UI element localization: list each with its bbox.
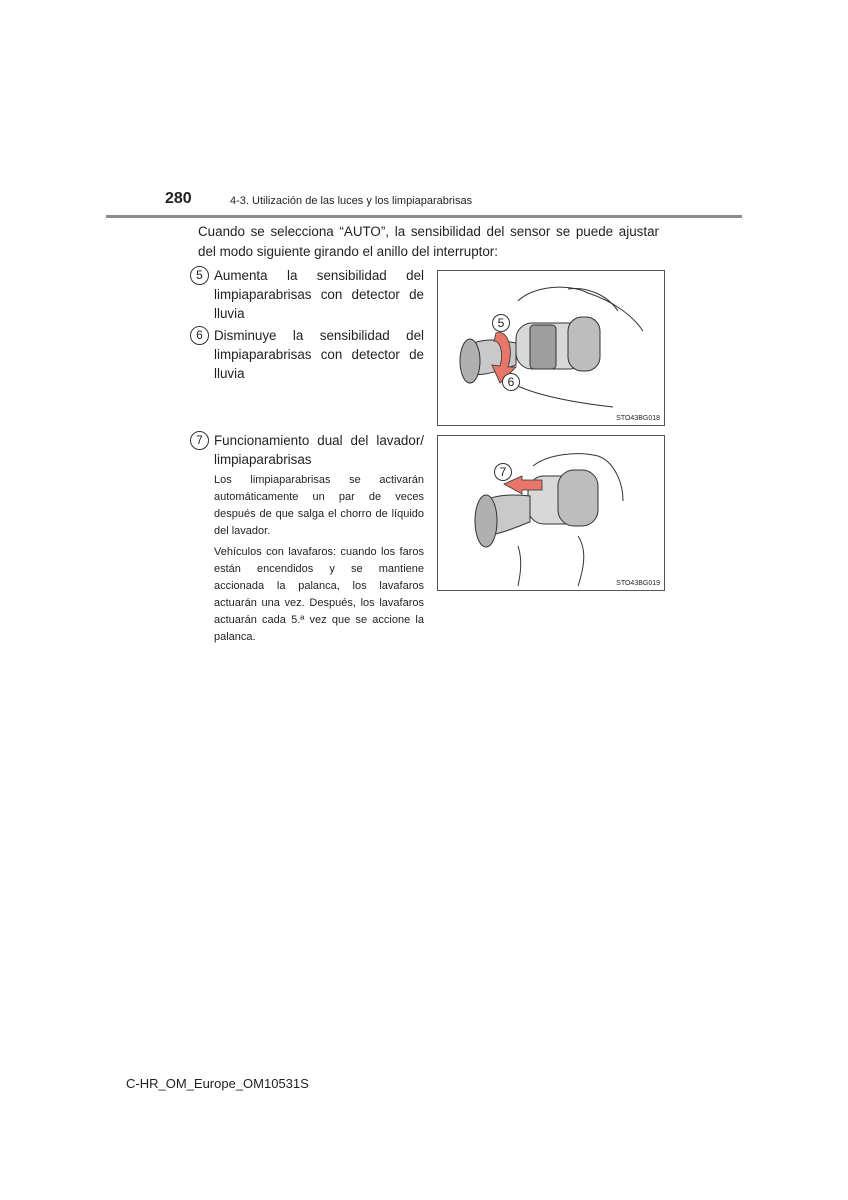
figure-sensitivity-ring (437, 270, 665, 426)
item-text: Disminuye la sensibilidad del limpiaparabrisas con detector de lluvia (214, 328, 424, 381)
item-number: 7 (190, 431, 209, 450)
callout-5: 5 (492, 314, 510, 332)
figure-dual-washer (437, 435, 665, 591)
figure-code: STO43BG019 (616, 580, 660, 587)
section-title: 4-3. Utilización de las luces y los limpiaparabrisas (230, 195, 473, 207)
item-number: 6 (190, 326, 209, 345)
header-rule (106, 215, 742, 218)
figure-code: STO43BG018 (616, 415, 660, 422)
lever-illustration-2 (438, 436, 664, 590)
item-decrease-sensitivity (190, 326, 424, 383)
note-wipers-auto: Los limpiaparabrisas se activarán automáticamente un par de veces después de que salga el chorro de líquido del lavador. (214, 474, 424, 537)
item-text: Funcionamiento dual del lavador/ limpiaparabrisas (214, 433, 424, 467)
item-number: 5 (190, 266, 209, 285)
footer-doc-id: C-HR_OM_Europe_OM10531S (126, 1076, 309, 1091)
intro-paragraph: Cuando se selecciona “AUTO”, la sensibilidad del sensor se puede ajustar del modo siguiente girando el anillo del interruptor: (198, 224, 659, 259)
item-text: Aumenta la sensibilidad del limpiaparabrisas con detector de lluvia (214, 268, 424, 321)
lever-illustration-1 (438, 271, 664, 425)
item-dual-washer (190, 431, 424, 469)
note-headlamp-washers: Vehículos con lavafaros: cuando los faros están encendidos y se mantiene accionada la palanca, los lavafaros actuarán una vez. Después, los lavafaros actuarán cada 5.ª vez que se accione la palanca. (214, 546, 424, 643)
callout-7: 7 (494, 463, 512, 481)
page-number: 280 (165, 190, 192, 207)
callout-6: 6 (502, 373, 520, 391)
item-increase-sensitivity (190, 266, 424, 323)
